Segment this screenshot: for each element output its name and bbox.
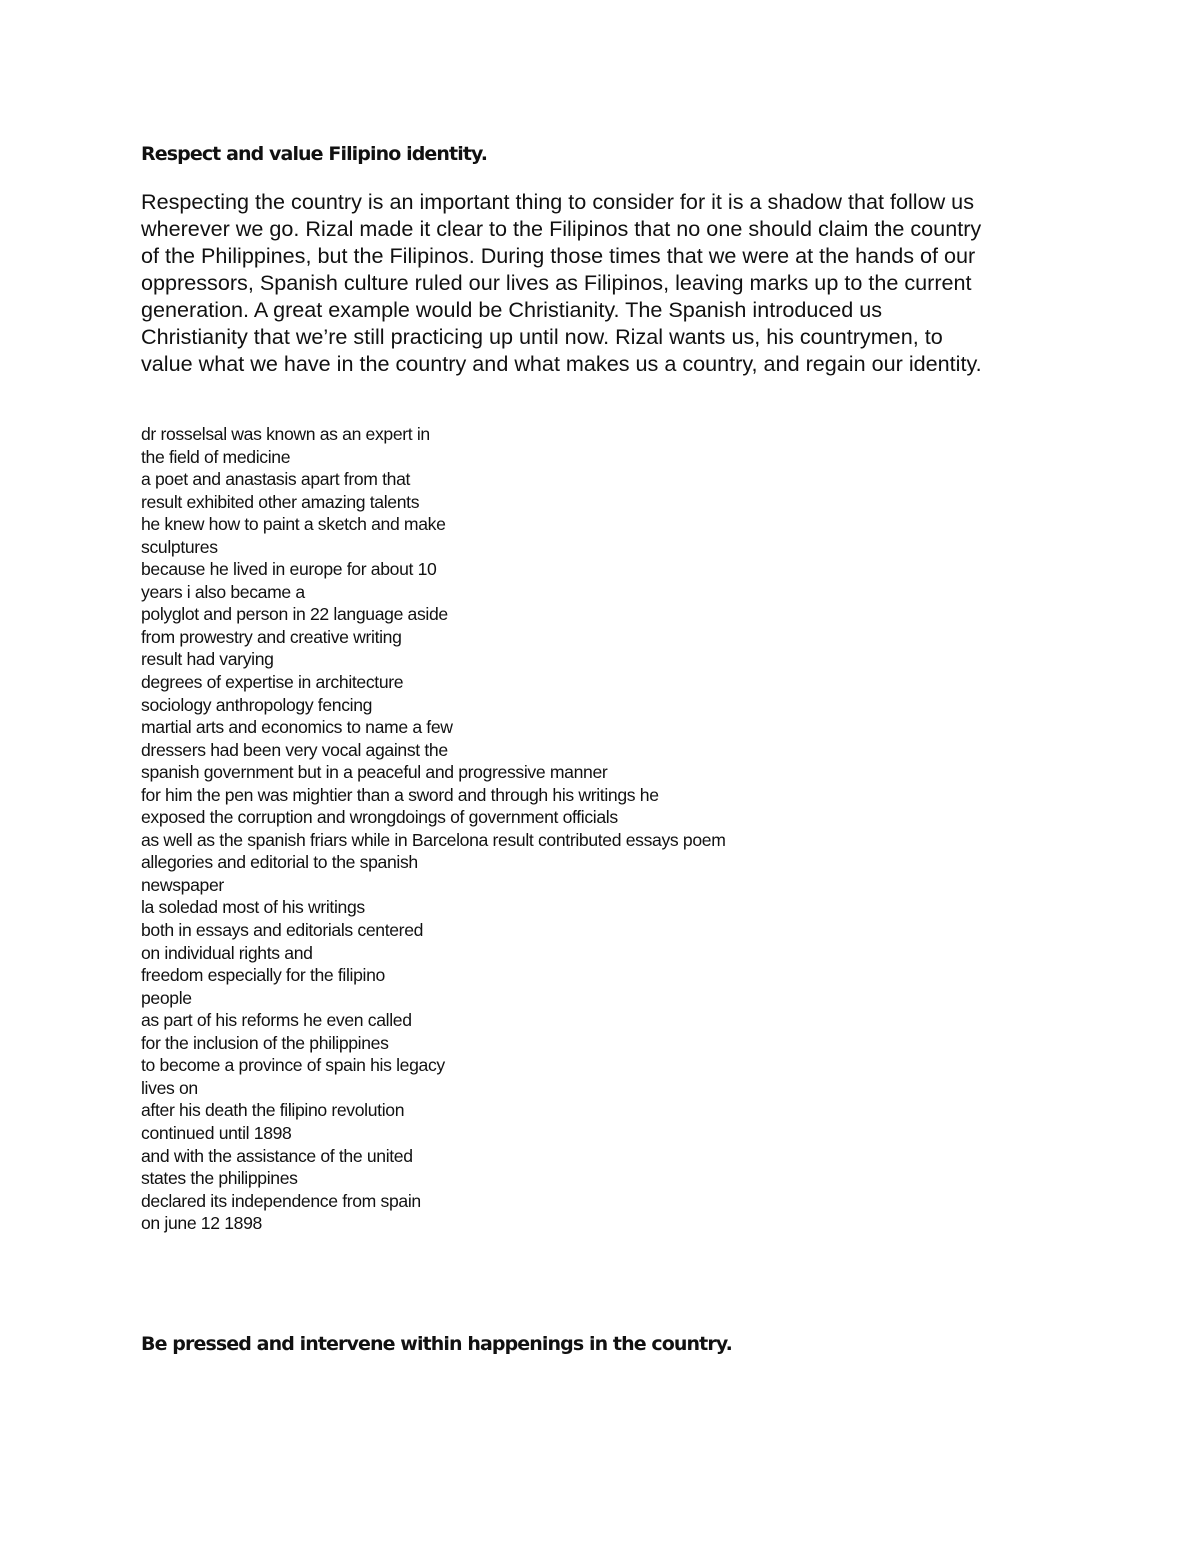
paragraph-line: Christianity that we’re still practicing up until now. Rizal wants us, his countrymen, to (141, 324, 943, 349)
notes-line: sociology anthropology fencing (141, 694, 373, 715)
notes-line: allegories and editorial to the spanish (141, 852, 418, 873)
notes-line: as well as the spanish friars while in Barcelona result contributed essays poem (141, 829, 726, 850)
notes-line: a poet and anastasis apart from that (141, 469, 411, 490)
section-heading-identity: Respect and value Filipino identity. (141, 143, 488, 165)
body-paragraph (141, 188, 1081, 377)
notes-line: for him the pen was mightier than a sword and through his writings he (141, 784, 659, 805)
notes-line: result had varying (141, 649, 274, 670)
notes-line: dr rosselsal was known as an expert in (141, 424, 430, 444)
notes-line: dressers had been very vocal against the (141, 739, 448, 760)
notes-line: to become a province of spain his legacy (141, 1055, 445, 1076)
notes-block (141, 423, 726, 1235)
paragraph-line: wherever we go. Rizal made it clear to the Filipinos that no one should claim the country (141, 216, 982, 241)
paragraph-line: value what we have in the country and what makes us a country, and regain our identity. (141, 351, 982, 376)
notes-line: for the inclusion of the philippines (141, 1032, 389, 1053)
notes-line: years i also became a (141, 581, 305, 602)
notes-line: declared its independence from spain (141, 1190, 421, 1211)
notes-line: la soledad most of his writings (141, 897, 365, 918)
paragraph-line: oppressors, Spanish culture ruled our lives as Filipinos, leaving marks up to the current (141, 270, 972, 295)
notes-line: both in essays and editorials centered (141, 920, 424, 941)
notes-line: lives on (141, 1077, 198, 1098)
notes-line: freedom especially for the filipino (141, 965, 385, 986)
notes-line: polyglot and person in 22 language aside (141, 604, 448, 625)
notes-line: sculptures (141, 536, 218, 557)
paragraph-line: generation. A great example would be Christianity. The Spanish introduced us (141, 297, 883, 322)
paragraph-line: Respecting the country is an important thing to consider for it is a shadow that follow us (141, 189, 974, 214)
notes-line: the field of medicine (141, 446, 291, 467)
notes-line: result exhibited other amazing talents (141, 491, 420, 512)
notes-line: newspaper (141, 874, 224, 895)
notes-line: spanish government but in a peaceful and progressive manner (141, 762, 608, 783)
notes-line: continued until 1898 (141, 1122, 292, 1143)
notes-line: people (141, 987, 192, 1008)
paragraph-line: of the Philippines, but the Filipinos. During those times that we were at the hands of our (141, 243, 976, 268)
notes-line: degrees of expertise in architecture (141, 672, 404, 693)
notes-line: as part of his reforms he even called (141, 1010, 412, 1031)
notes-line: on individual rights and (141, 942, 313, 963)
notes-line: after his death the filipino revolution (141, 1100, 405, 1121)
notes-line: exposed the corruption and wrongdoings of government officials (141, 807, 618, 828)
notes-line: martial arts and economics to name a few (141, 717, 453, 738)
notes-line: on june 12 1898 (141, 1213, 262, 1234)
notes-line: because he lived in europe for about 10 (141, 559, 437, 580)
section-heading-intervene: Be pressed and intervene within happenings in the country. (141, 1333, 732, 1355)
notes-line: from prowestry and creative writing (141, 626, 402, 647)
notes-line: states the philippines (141, 1168, 298, 1189)
notes-line: he knew how to paint a sketch and make (141, 514, 446, 535)
notes-line: and with the assistance of the united (141, 1145, 413, 1166)
